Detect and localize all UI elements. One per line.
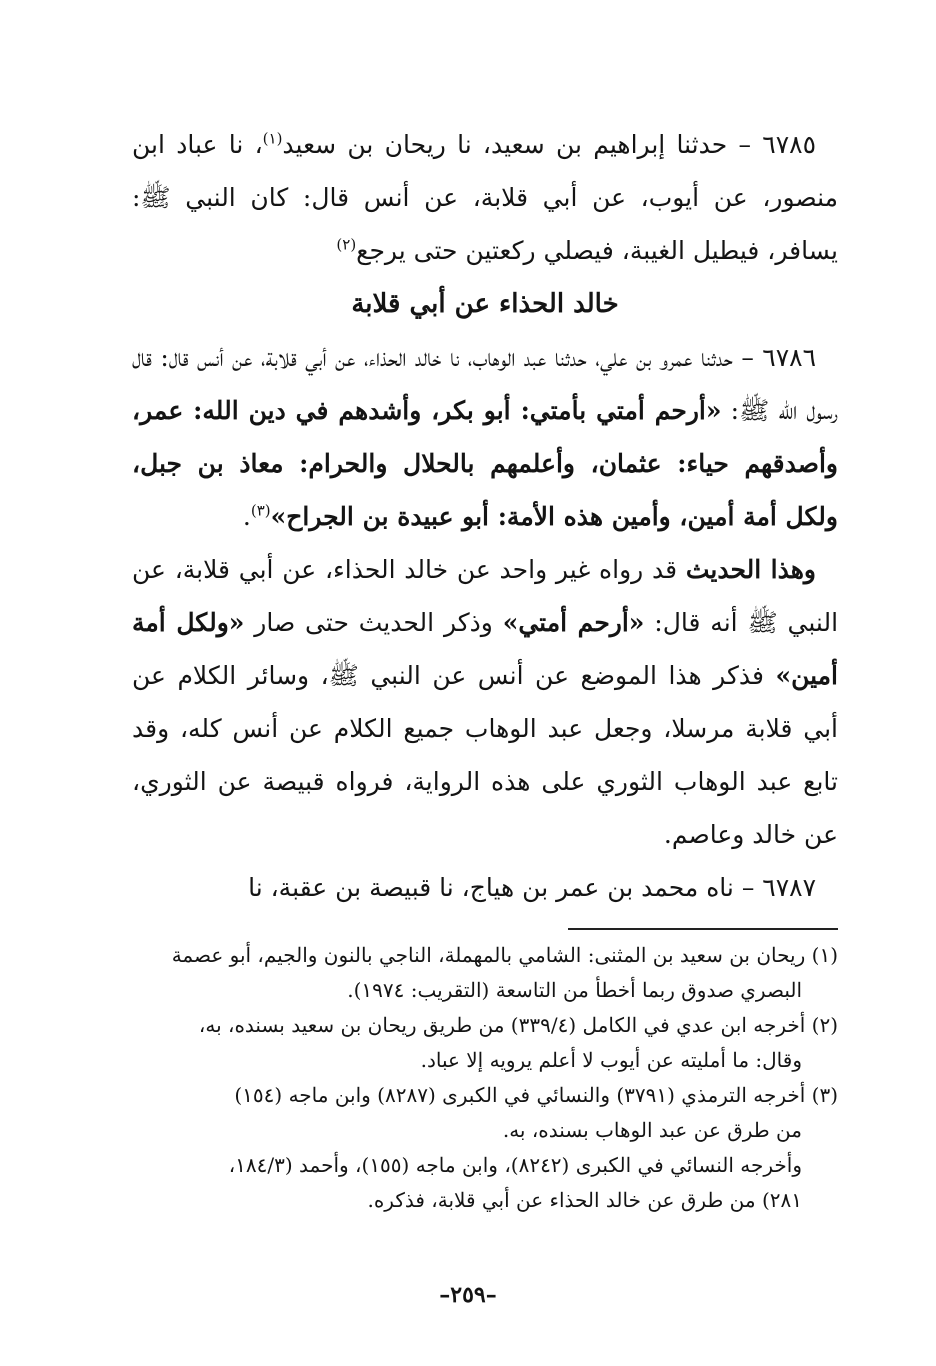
footnote-3-continuation: من طرق عن عبد الوهاب بسنده، به.: [502, 1118, 802, 1142]
hadith-6786-matn: «أرحم أمتي بأمتي: أبو بكر، وأشدهم في دين الله: عمر، وأصدقهم حياء: عثمان، وأعلمهم بالحلال والحرام: معاذ بن جبل، ولكل أمة أمين، وأمين هذه الأمة: أبو عبيدة بن الجراح»: [132, 396, 838, 531]
commentary-part-3: فذكر هذا الموضع عن أنس عن النبي ﷺ، وسائر الكلام عن أبي قلابة مرسلا، وجعل عبد الوهاب جميع الكلام عن أنس كله، وقد تابع عبد الوهاب الثوري على هذه الرواية، فرواه قبيصة عن الثوري، عن خالد وعاصم.: [132, 661, 838, 849]
footnote-separator: [568, 928, 838, 930]
footnote-ref-3[interactable]: (٣): [250, 501, 271, 520]
commentary-quote-2: «ولكل أمة أمين»: [132, 608, 838, 690]
hadith-6786-end: .: [242, 502, 251, 531]
hadith-6785-text-b: ، نا عباد ابن منصور، عن أيوب، عن أبي قلابة، عن أنس قال: كان النبي ﷺ: يسافر، فيطيل الغيبة، فيصلي ركعتين حتى يرجع: [132, 130, 838, 265]
commentary-part-1: قد رواه غير واحد عن خالد الحذاء، عن أبي قلابة، عن النبي ﷺ أنه قال:: [132, 555, 839, 637]
commentary-part-2: وذكر الحديث حتى صار: [244, 608, 503, 637]
footnote-1: (١) ريحان بن سعيد بن المثنى: الشامي بالمهملة، الناجي بالنون والجيم، أبو عصمة: [171, 943, 838, 967]
footnote-ref-2[interactable]: (٢): [336, 235, 357, 254]
footnote-3: (٣) أخرجه الترمذي (٣٧٩١) والنسائي في الكبرى (٨٢٨٧) وابن ماجه (١٥٤): [234, 1083, 838, 1107]
hadith-6785: [132, 118, 838, 277]
page-number: –٢٥٩–: [439, 1282, 497, 1308]
hadith-6786-intro: ٦٧٨٦ – حدثنا عمرو بن علي، حدثنا عبد الوهاب، نا خالد الحذاء، عن أبي قلابة، عن أنس قال: قال رسول الله ﷺ:: [132, 343, 838, 425]
footnote-ref-1[interactable]: (١): [262, 129, 283, 148]
commentary-lead: وهذا الحديث: [685, 555, 816, 584]
hadith-6786: [132, 331, 838, 543]
footnote-2-continuation: وقال: ما أمليته عن أيوب لا أعلم يرويه إلا عباد.: [420, 1048, 802, 1072]
footnote-3-extra: وأخرجه النسائي في الكبرى (٨٢٤٢)، وابن ماجه (١٥٥)، وأحمد (١٨٤/٣،: [228, 1153, 802, 1177]
hadith-6787: [132, 861, 838, 914]
hadith-6785-text-a: ٦٧٨٥ – حدثنا إبراهيم بن سعيد، نا ريحان بن سعيد: [282, 130, 816, 159]
footnotes: [132, 938, 838, 1218]
footnote-2: (٢) أخرجه ابن عدي في الكامل (٣٣٩/٤) من طريق ريحان بن سعيد بسنده، به،: [198, 1013, 838, 1037]
commentary-quote-1: «أرحم أمتي»: [502, 608, 645, 637]
commentary: [132, 543, 838, 861]
page-body: [132, 118, 838, 1218]
footnote-1-continuation: البصري صدوق ربما أخطأ من التاسعة (التقريب: ١٩٧٤).: [347, 978, 802, 1002]
section-heading: خالد الحذاء عن أبي قلابة: [351, 289, 619, 319]
hadith-6787-text: ٦٧٨٧ – ناه محمد بن عمر بن هياج، نا قبيصة بن عقبة، نا: [248, 873, 816, 902]
footnote-3-extra-continuation: ٢٨١) من طرق عن خالد الحذاء عن أبي قلابة، فذكره.: [367, 1188, 802, 1212]
